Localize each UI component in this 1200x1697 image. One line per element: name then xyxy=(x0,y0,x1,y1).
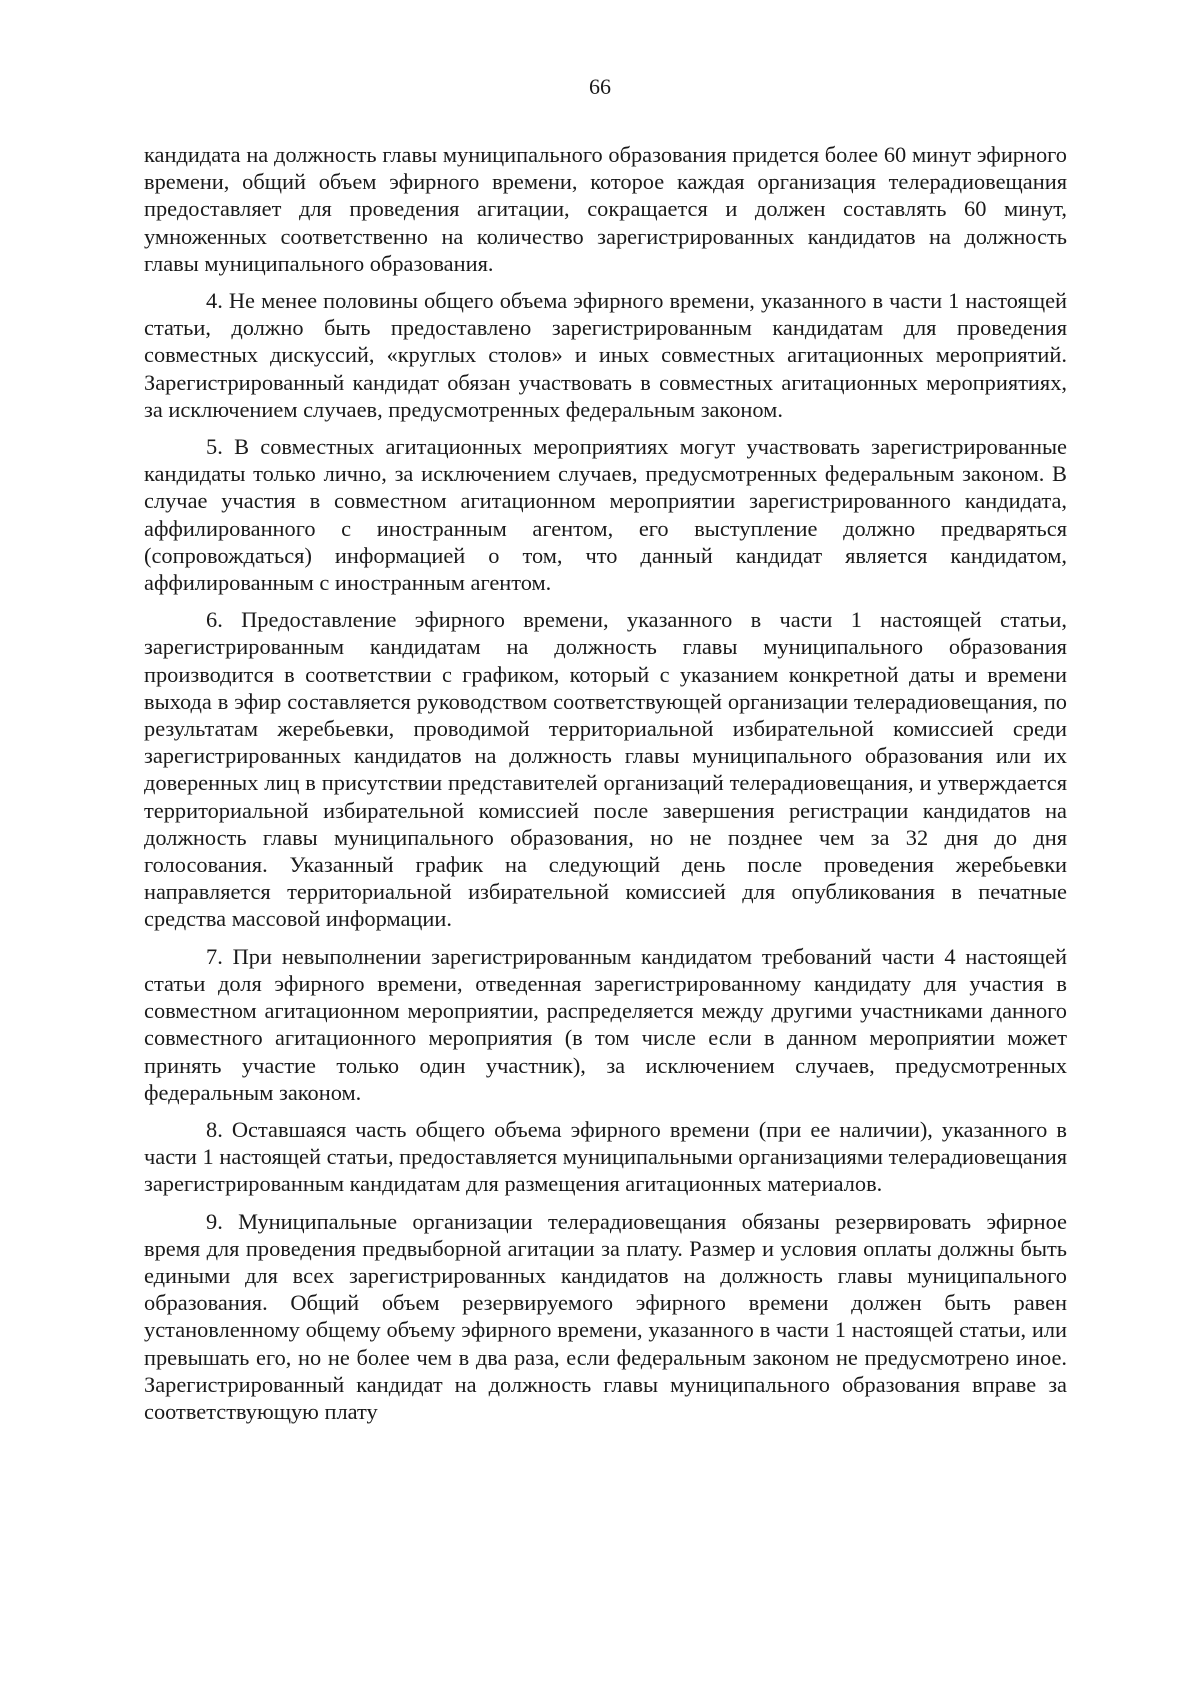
paragraph-8: 8. Оставшаяся часть общего объема эфирного времени (при ее наличии), указанного в части 1 настоящей статьи, предоставляется муниципальными организациями телерадиовещания зарегистрированным кандидатам для размещения агитационных материалов. xyxy=(144,1116,1067,1197)
page-number: 66 xyxy=(589,74,611,99)
paragraph-4: 4. Не менее половины общего объема эфирного времени, указанного в части 1 настоящей статьи, должно быть предоставлено зарегистрированным кандидатам для проведения совместных дискуссий, «круглых столов» и иных совместных агитационных мероприятий. Зарегистрированный кандидат обязан участвовать в совместных агитационных мероприятиях, за исключением случаев, предусмотренных федеральным законом. xyxy=(144,288,1067,422)
paragraph-7: 7. При невыполнении зарегистрированным кандидатом требований части 4 настоящей статьи доля эфирного времени, отведенная зарегистрированному кандидату для участия в совместном агитационном мероприятии, распределяется между другими участниками данного совместного агитационного мероприятия (в том числе если в данном мероприятии может принять участие только один участник), за исключением случаев, предусмотренных федеральным законом. xyxy=(144,943,1067,1105)
paragraph-9: 9. Муниципальные организации телерадиовещания обязаны резервировать эфирное время для проведения предвыборной агитации за плату. Размер и условия оплаты должны быть едиными для всех зарегистрированных кандидатов на должность главы муниципального образования. Общий объем резервируемого эфирного времени должен быть равен установленному общему объему эфирного времени, указанного в части 1 настоящей статьи, или превышать его, но не более чем в два раза, если федеральным законом не предусмотрено иное. Зарегистрированный кандидат на должность главы муниципального образования вправе за соответствующую плату xyxy=(144,1208,1067,1424)
paragraph-6: 6. Предоставление эфирного времени, указанного в части 1 настоящей статьи, зарегистрированным кандидатам на должность главы муниципального образования производится в соответствии с графиком, который с указанием конкретной даты и времени выхода в эфир составляется руководством соответствующей организации телерадиовещания, по результатам жеребьевки, проводимой территориальной избирательной комиссией среди зарегистрированных кандидатов на должность главы муниципального образования или их доверенных лиц в присутствии представителей организаций телерадиовещания, и утверждается территориальной избирательной комиссией после завершения регистрации кандидатов на должность главы муниципального образования, но не позднее чем за 32 дня до дня голосования. Указанный график на следующий день после проведения жеребьевки направляется территориальной избирательной комиссией для опубликования в печатные средства массовой информации. xyxy=(144,607,1067,932)
document-body xyxy=(144,141,1067,1425)
paragraph-5: 5. В совместных агитационных мероприятиях могут участвовать зарегистрированные кандидаты только лично, за исключением случаев, предусмотренных федеральным законом. В случае участия в совместном агитационном мероприятии зарегистрированного кандидата, аффилированного с иностранным агентом, его выступление должно предваряться (сопровождаться) информацией о том, что данный кандидат является кандидатом, аффилированным с иностранным агентом. xyxy=(144,434,1067,596)
paragraph-continuation: кандидата на должность главы муниципального образования придется более 60 минут эфирного времени, общий объем эфирного времени, которое каждая организация телерадиовещания предоставляет для проведения агитации, сокращается и должен составлять 60 минут, умноженных соответственно на количество зарегистрированных кандидатов на должность главы муниципального образования. xyxy=(144,142,1067,276)
